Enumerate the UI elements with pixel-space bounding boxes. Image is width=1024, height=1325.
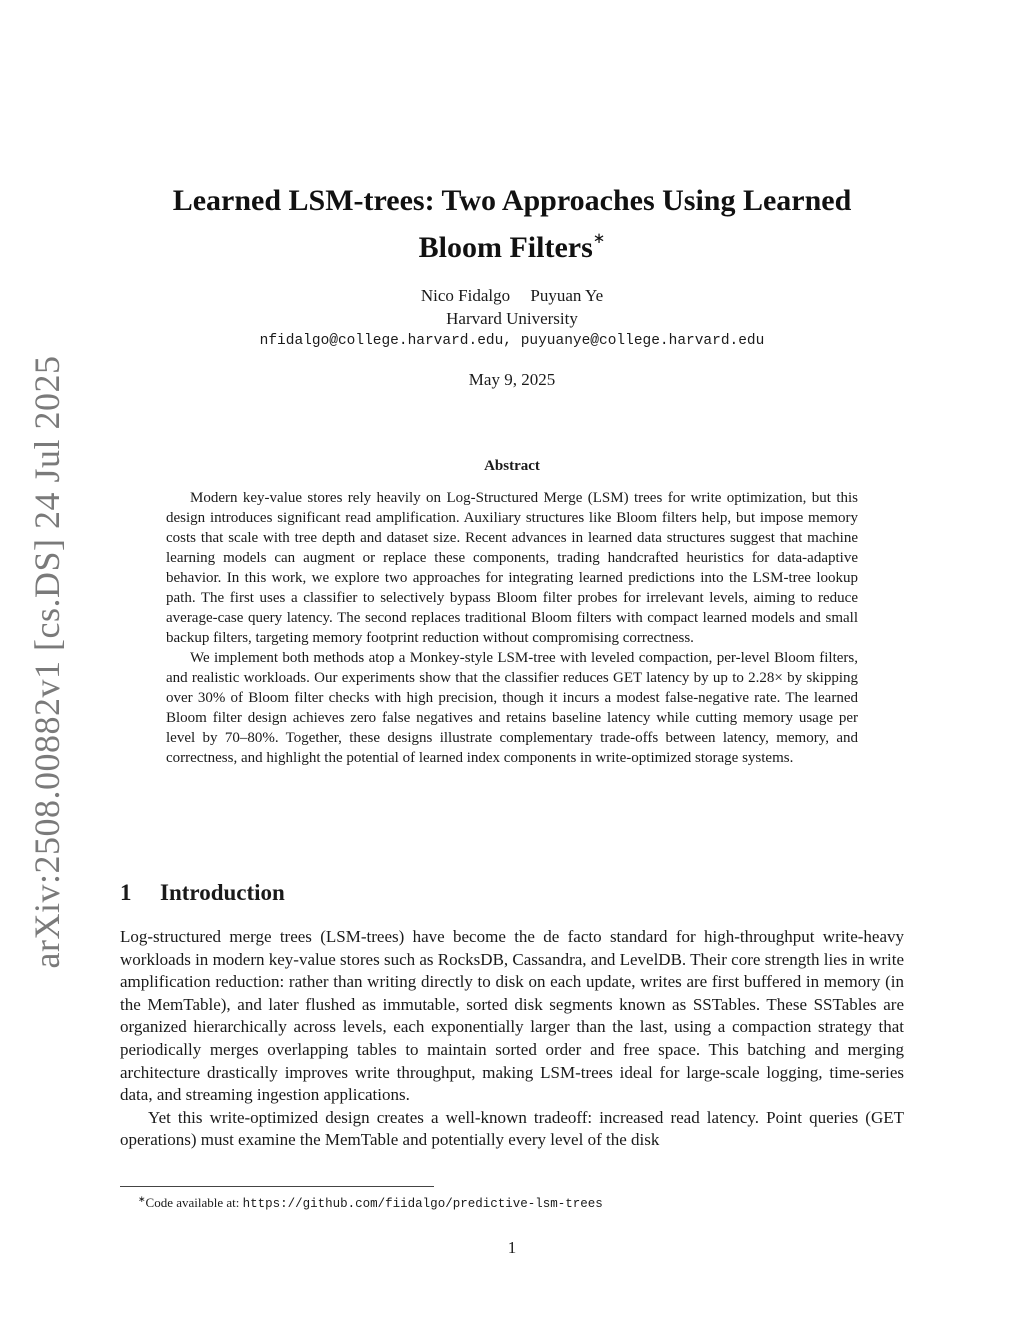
title-line-1: Learned LSM-trees: Two Approaches Using Learned (172, 184, 852, 217)
page-number: 1 (507, 1238, 517, 1257)
title-line-2-text: Bloom Filters (418, 231, 593, 264)
abstract-paragraph: Modern key-value stores rely heavily on Log-Structured Merge (LSM) trees for write optimization, but this design introduces significant read amplification. Auxiliary structures like Bloom filters help, but impose memory costs that scale with tree depth and dataset size. Recent advances in learned data structures suggest that machine learning models can augment or replace these components, trading handcrafted heuristics for data-adaptive behavior. In this work, we explore two approaches for integrating learned predictions into the LSM-tree lookup path. The first uses a classifier to selectively bypass Bloom filter probes for irrelevant levels, aiming to reduce average-case query latency. The second replaces traditional Bloom filters with compact learned models and small backup filters, targeting memory footprint reduction without compromising correctness. (166, 490, 858, 646)
footnote-mark: ∗ (138, 1194, 146, 1204)
author-name: Nico Fidalgo (420, 286, 511, 305)
footnote (138, 1191, 603, 1212)
footnote-divider (120, 1186, 434, 1187)
author-block (120, 284, 904, 353)
abstract-paragraph: We implement both methods atop a Monkey-style LSM-tree with leveled compaction, per-level Bloom filters, and realistic workloads. Our experiments show that the classifier reduces GET latency by up to 2.28× by skipping over 30% of Bloom filter checks with high precision, though it incurs a modest false-negative rate. The learned Bloom filter design achieves zero false negatives and retains baseline latency while cutting memory usage per level by 70–80%. Together, these designs illustrate complementary trade-offs between latency, memory, and correctness, and highlight the potential of learned index components in write-optimized storage systems. (166, 650, 858, 766)
body-paragraph: Log-structured merge trees (LSM-trees) have become the de facto standard for high-throughput write-heavy workloads in modern key-value stores such as RocksDB, Cassandra, and LevelDB. Their core strength lies in write amplification reduction: rather than writing directly to disk on each update, writes are first buffered in memory (in the MemTable), and later flushed as immutable, sorted disk segments known as SSTables. These SSTables are organized hierarchically across levels, each exponentially larger than the last, using a compaction strategy that periodically merges overlapping tables to maintain sorted order and free space. This batching and merging architecture drastically improves write throughput, making LSM-trees ideal for large-scale logging, time-series data, and streaming ingestion applications. (120, 927, 904, 1105)
author-emails: nfidalgo@college.harvard.edu, puyuanye@college.harvard.edu (259, 333, 765, 349)
paper-date: May 9, 2025 (468, 370, 556, 389)
author-names (120, 284, 904, 307)
section-body (120, 926, 904, 1152)
section-title: Introduction (160, 880, 285, 905)
affiliation: Harvard University (446, 309, 578, 328)
body-paragraph: Yet this write-optimized design creates a well-known tradeoff: increased read latency. Point queries (GET operations) must examine the MemTable and potentially every level of the disk (120, 1107, 904, 1150)
section-number: 1 (120, 880, 132, 905)
abstract-body (166, 488, 858, 768)
section-heading (120, 880, 285, 906)
arxiv-identifier: arXiv:2508.00882v1 [cs.DS] 24 Jul 2025 (27, 355, 67, 969)
footnote-text: Code available at: (145, 1195, 243, 1210)
author-name: Puyuan Ye (530, 286, 604, 305)
title-line-2 (120, 220, 904, 267)
title-footnote-mark: ∗ (592, 231, 606, 247)
paper-title (120, 182, 904, 267)
footnote-link[interactable]: https://github.com/fiidalgo/predictive-lsm-trees (242, 1197, 603, 1211)
abstract-heading: Abstract (484, 458, 540, 474)
